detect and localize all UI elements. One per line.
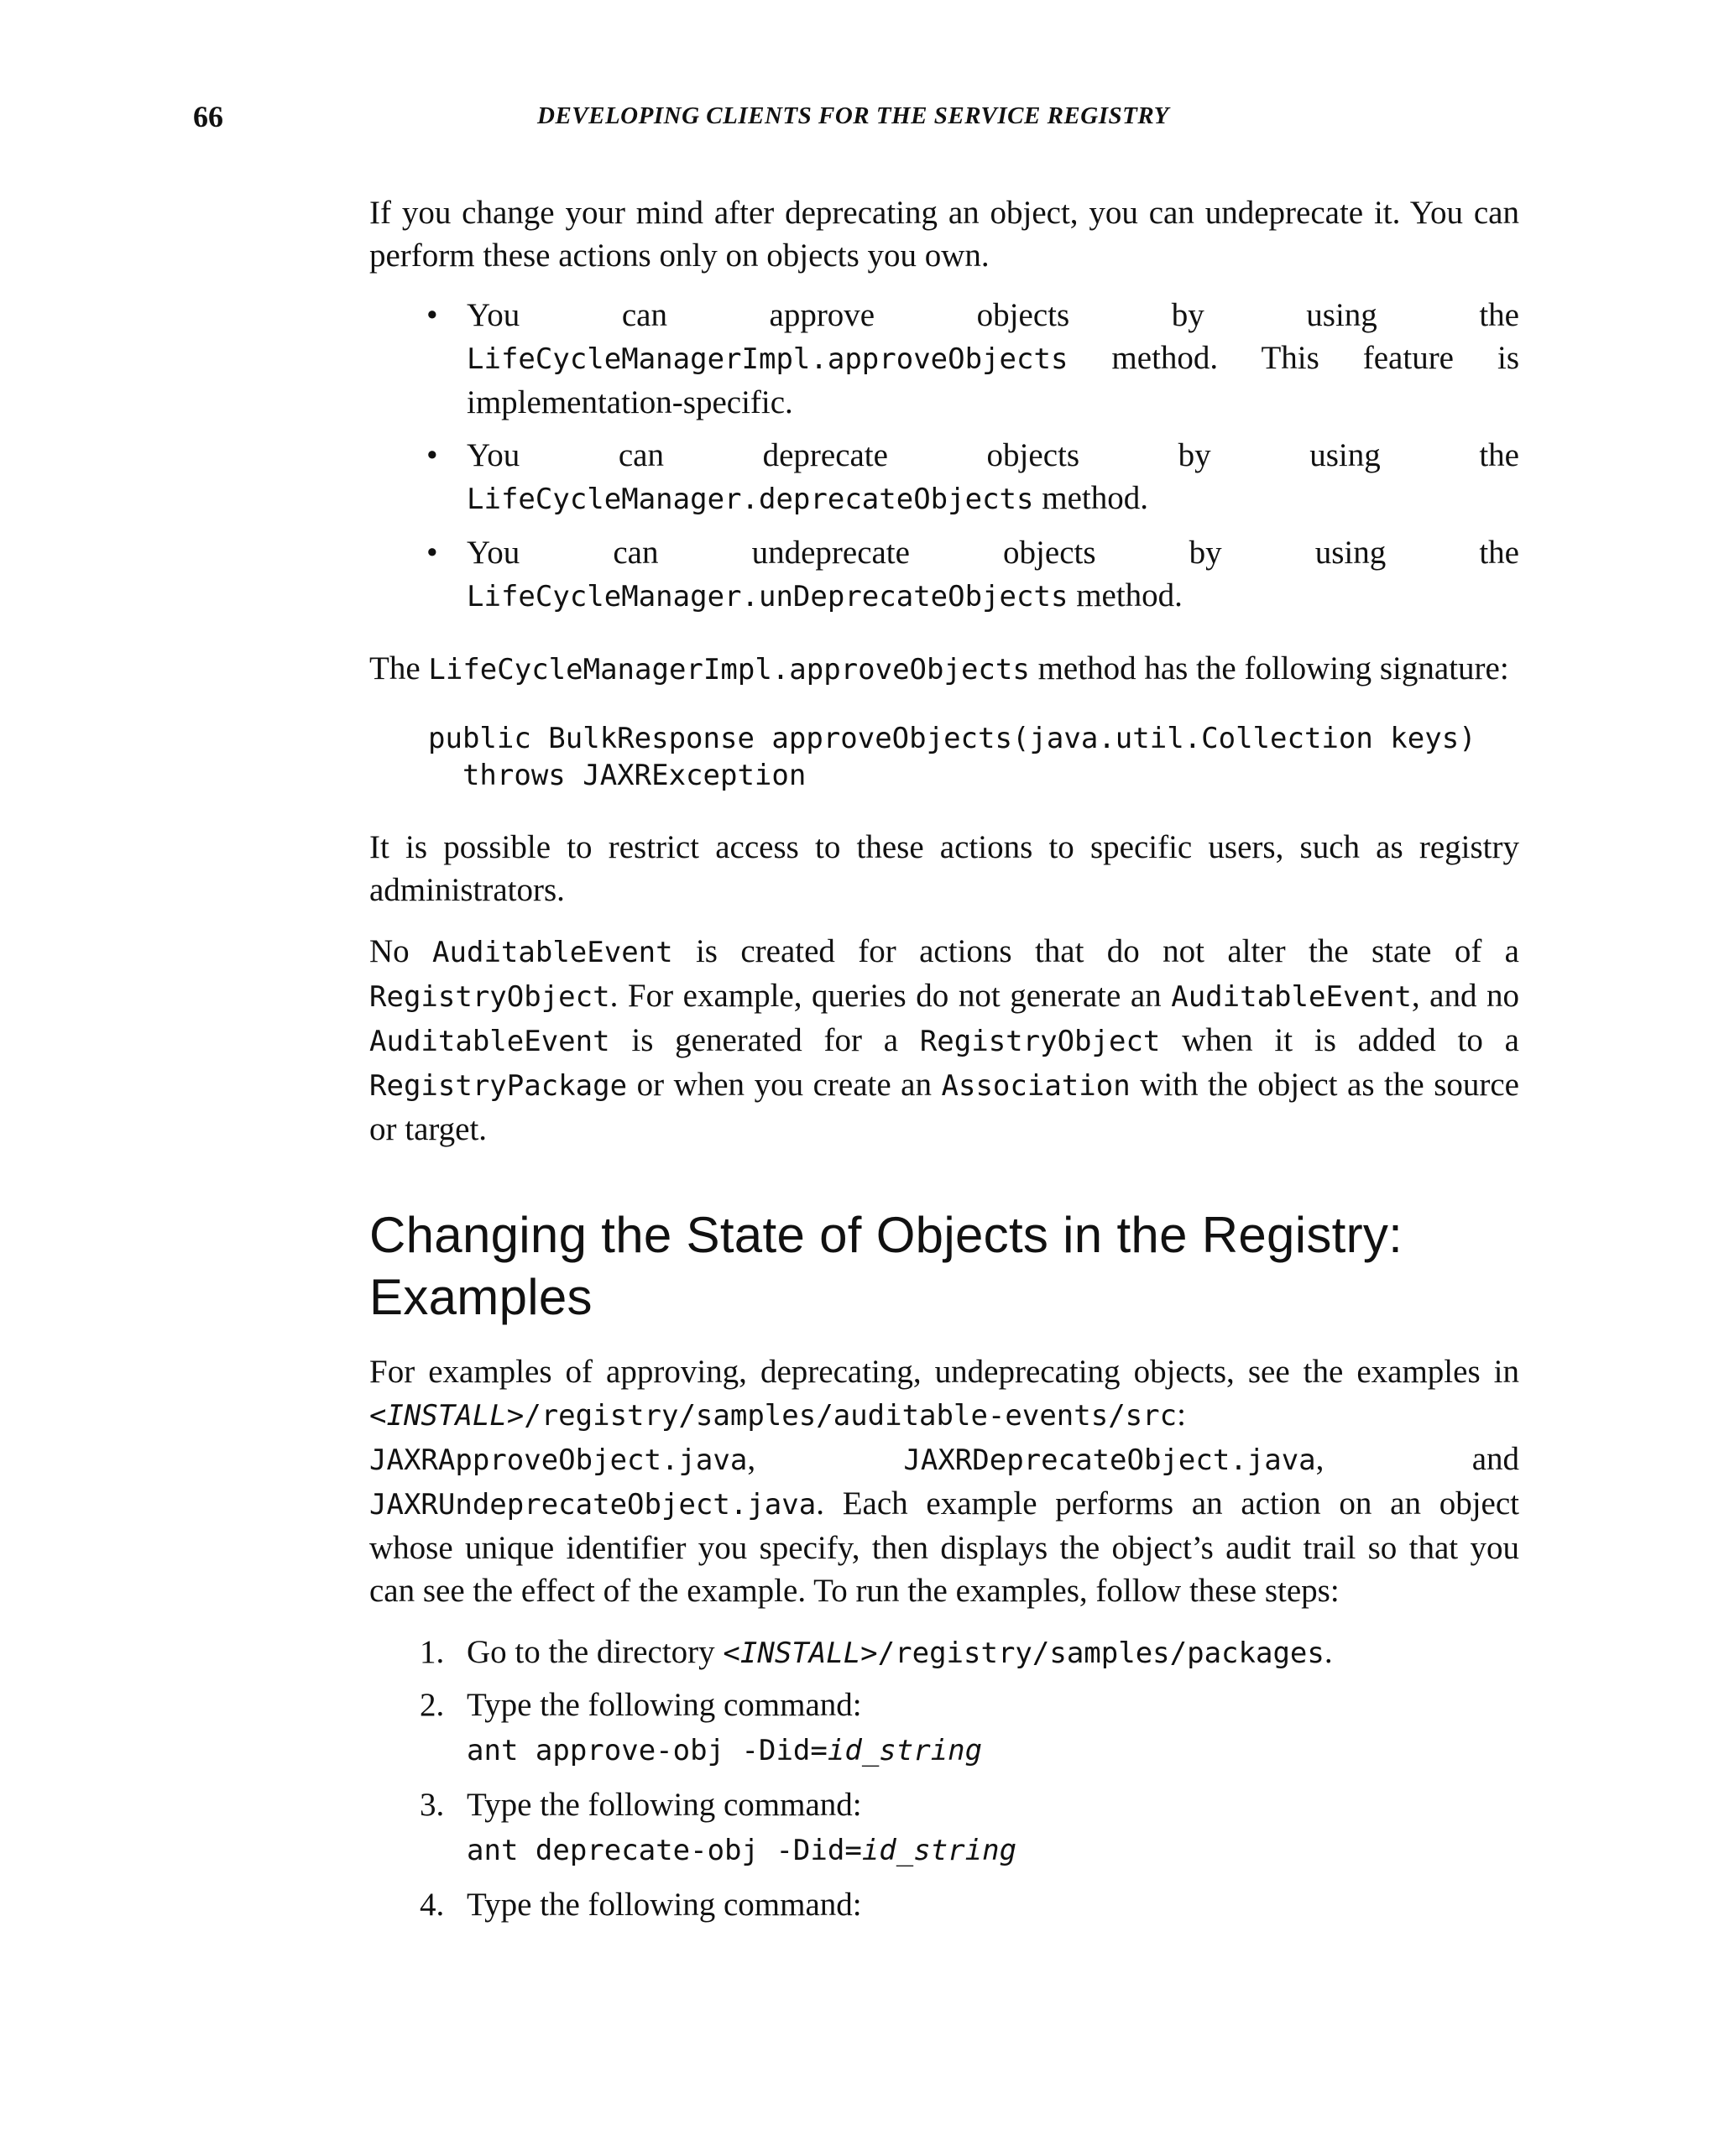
text-run: , [747,1441,904,1477]
paragraph-intro: If you change your mind after deprecating an object, you can undeprecate it. You can perform these actions only on objects you own. [369,195,1519,274]
text-run: , and [1315,1441,1519,1477]
filename: JAXRDeprecateObject.java [903,1443,1316,1477]
path-text: /registry/samples/packages [877,1637,1325,1670]
install-placeholder: <INSTALL> [369,1399,525,1433]
code-block-signature [428,720,1519,794]
command-text: ant deprecate-obj -Did= [467,1834,862,1867]
bullet-text: method. This feature is implementation-specific. [467,340,1519,420]
step-item-1 [420,1631,1519,1675]
text-run: : [1177,1396,1186,1433]
step-number: 4. [420,1887,445,1923]
bullet-dot-icon: • [426,437,438,473]
bullet-text: You can deprecate objects by using the [467,437,1519,473]
paragraph-examples [369,1350,1519,1612]
command-line [467,1726,1519,1775]
code-inline: AuditableEvent [1171,980,1412,1014]
code-inline: Association [941,1069,1131,1103]
text-run: The [369,650,429,686]
page-body [369,191,1519,1934]
running-head: DEVELOPING CLIENTS FOR THE SERVICE REGISTRY [537,102,1169,129]
path-text: /registry/samples/auditable-events/src [524,1399,1178,1433]
paragraph-auditable [369,930,1519,1151]
page-number: 66 [193,100,223,133]
code-inline: RegistryObject [369,980,610,1014]
code-inline: AuditableEvent [369,1025,610,1058]
text-run: when it is added to a [1160,1022,1519,1058]
bullet-list [369,294,1519,619]
step-number: 3. [420,1787,445,1823]
filename: JAXRUndeprecateObject.java [369,1488,817,1522]
step-number: 1. [420,1634,445,1670]
text-run: or when you create an [627,1067,942,1103]
section-heading: Changing the State of Objects in the Registry: Examples [369,1207,1403,1325]
step-item-2 [420,1684,1519,1775]
code-line: public BulkResponse approveObjects(java.util.Collection keys) [428,722,1476,755]
install-placeholder: <INSTALL> [723,1637,878,1670]
code-inline: AuditableEvent [432,936,673,969]
page-header [193,99,1502,141]
paragraph-signature-intro [369,647,1519,692]
step-item-4 [420,1883,1519,1926]
text-run: is generated for a [609,1022,920,1058]
step-text: . [1324,1634,1333,1670]
code-inline: LifeCycleManagerImpl.approveObjects [467,342,1068,376]
command-argument: id_string [861,1834,1017,1867]
text-run: is created for actions that do not alter the state of a [672,933,1519,969]
bullet-item-approve [426,294,1519,424]
code-line: throws JAXRException [428,759,807,792]
text-run: For examples of approving, deprecating, undeprecating objects, see the examples in [369,1354,1519,1390]
bullet-dot-icon: • [426,297,438,333]
bullet-item-deprecate [426,434,1519,521]
text-run: . For example, queries do not generate an [609,978,1172,1014]
code-inline: RegistryPackage [369,1069,628,1103]
command-argument: id_string [827,1734,983,1767]
step-item-3 [420,1783,1519,1875]
paragraph-restrict: It is possible to restrict access to these actions to specific users, such as registry administrators. [369,829,1519,908]
step-text: Go to the directory [467,1634,724,1670]
command-line [467,1826,1519,1875]
text-run: No [369,933,433,969]
bullet-text: You can approve objects by using the [467,297,1519,333]
bullet-text: method. [1068,577,1183,613]
code-inline: LifeCycleManagerImpl.approveObjects [428,653,1030,686]
install-path [723,1637,1324,1670]
step-text: Type the following command: [467,1787,862,1823]
step-text: Type the following command: [467,1687,862,1723]
bullet-text: You can undeprecate objects by using the [467,535,1519,571]
install-path [369,1399,1177,1433]
text-run: with the object as the source or target. [369,1067,1519,1147]
step-number: 2. [420,1687,445,1723]
steps-list [369,1631,1519,1926]
code-inline: RegistryObject [919,1025,1161,1058]
filename: JAXRApproveObject.java [369,1443,748,1477]
code-inline: LifeCycleManager.unDeprecateObjects [467,580,1068,613]
code-inline: LifeCycleManager.deprecateObjects [467,483,1034,516]
text-run: . Each example performs an action on an object whose unique identifier you specify, then displays the object’s audit trail so that you can see the effect of the example. To run the examples, follow these steps: [369,1485,1519,1609]
text-run: , and no [1411,978,1520,1014]
bullet-dot-icon: • [426,535,438,571]
bullet-text: method. [1033,480,1148,516]
command-text: ant approve-obj -Did= [467,1734,828,1767]
text-run: method has the following signature: [1029,650,1509,686]
step-text: Type the following command: [467,1887,862,1923]
bullet-item-undeprecate [426,531,1519,619]
